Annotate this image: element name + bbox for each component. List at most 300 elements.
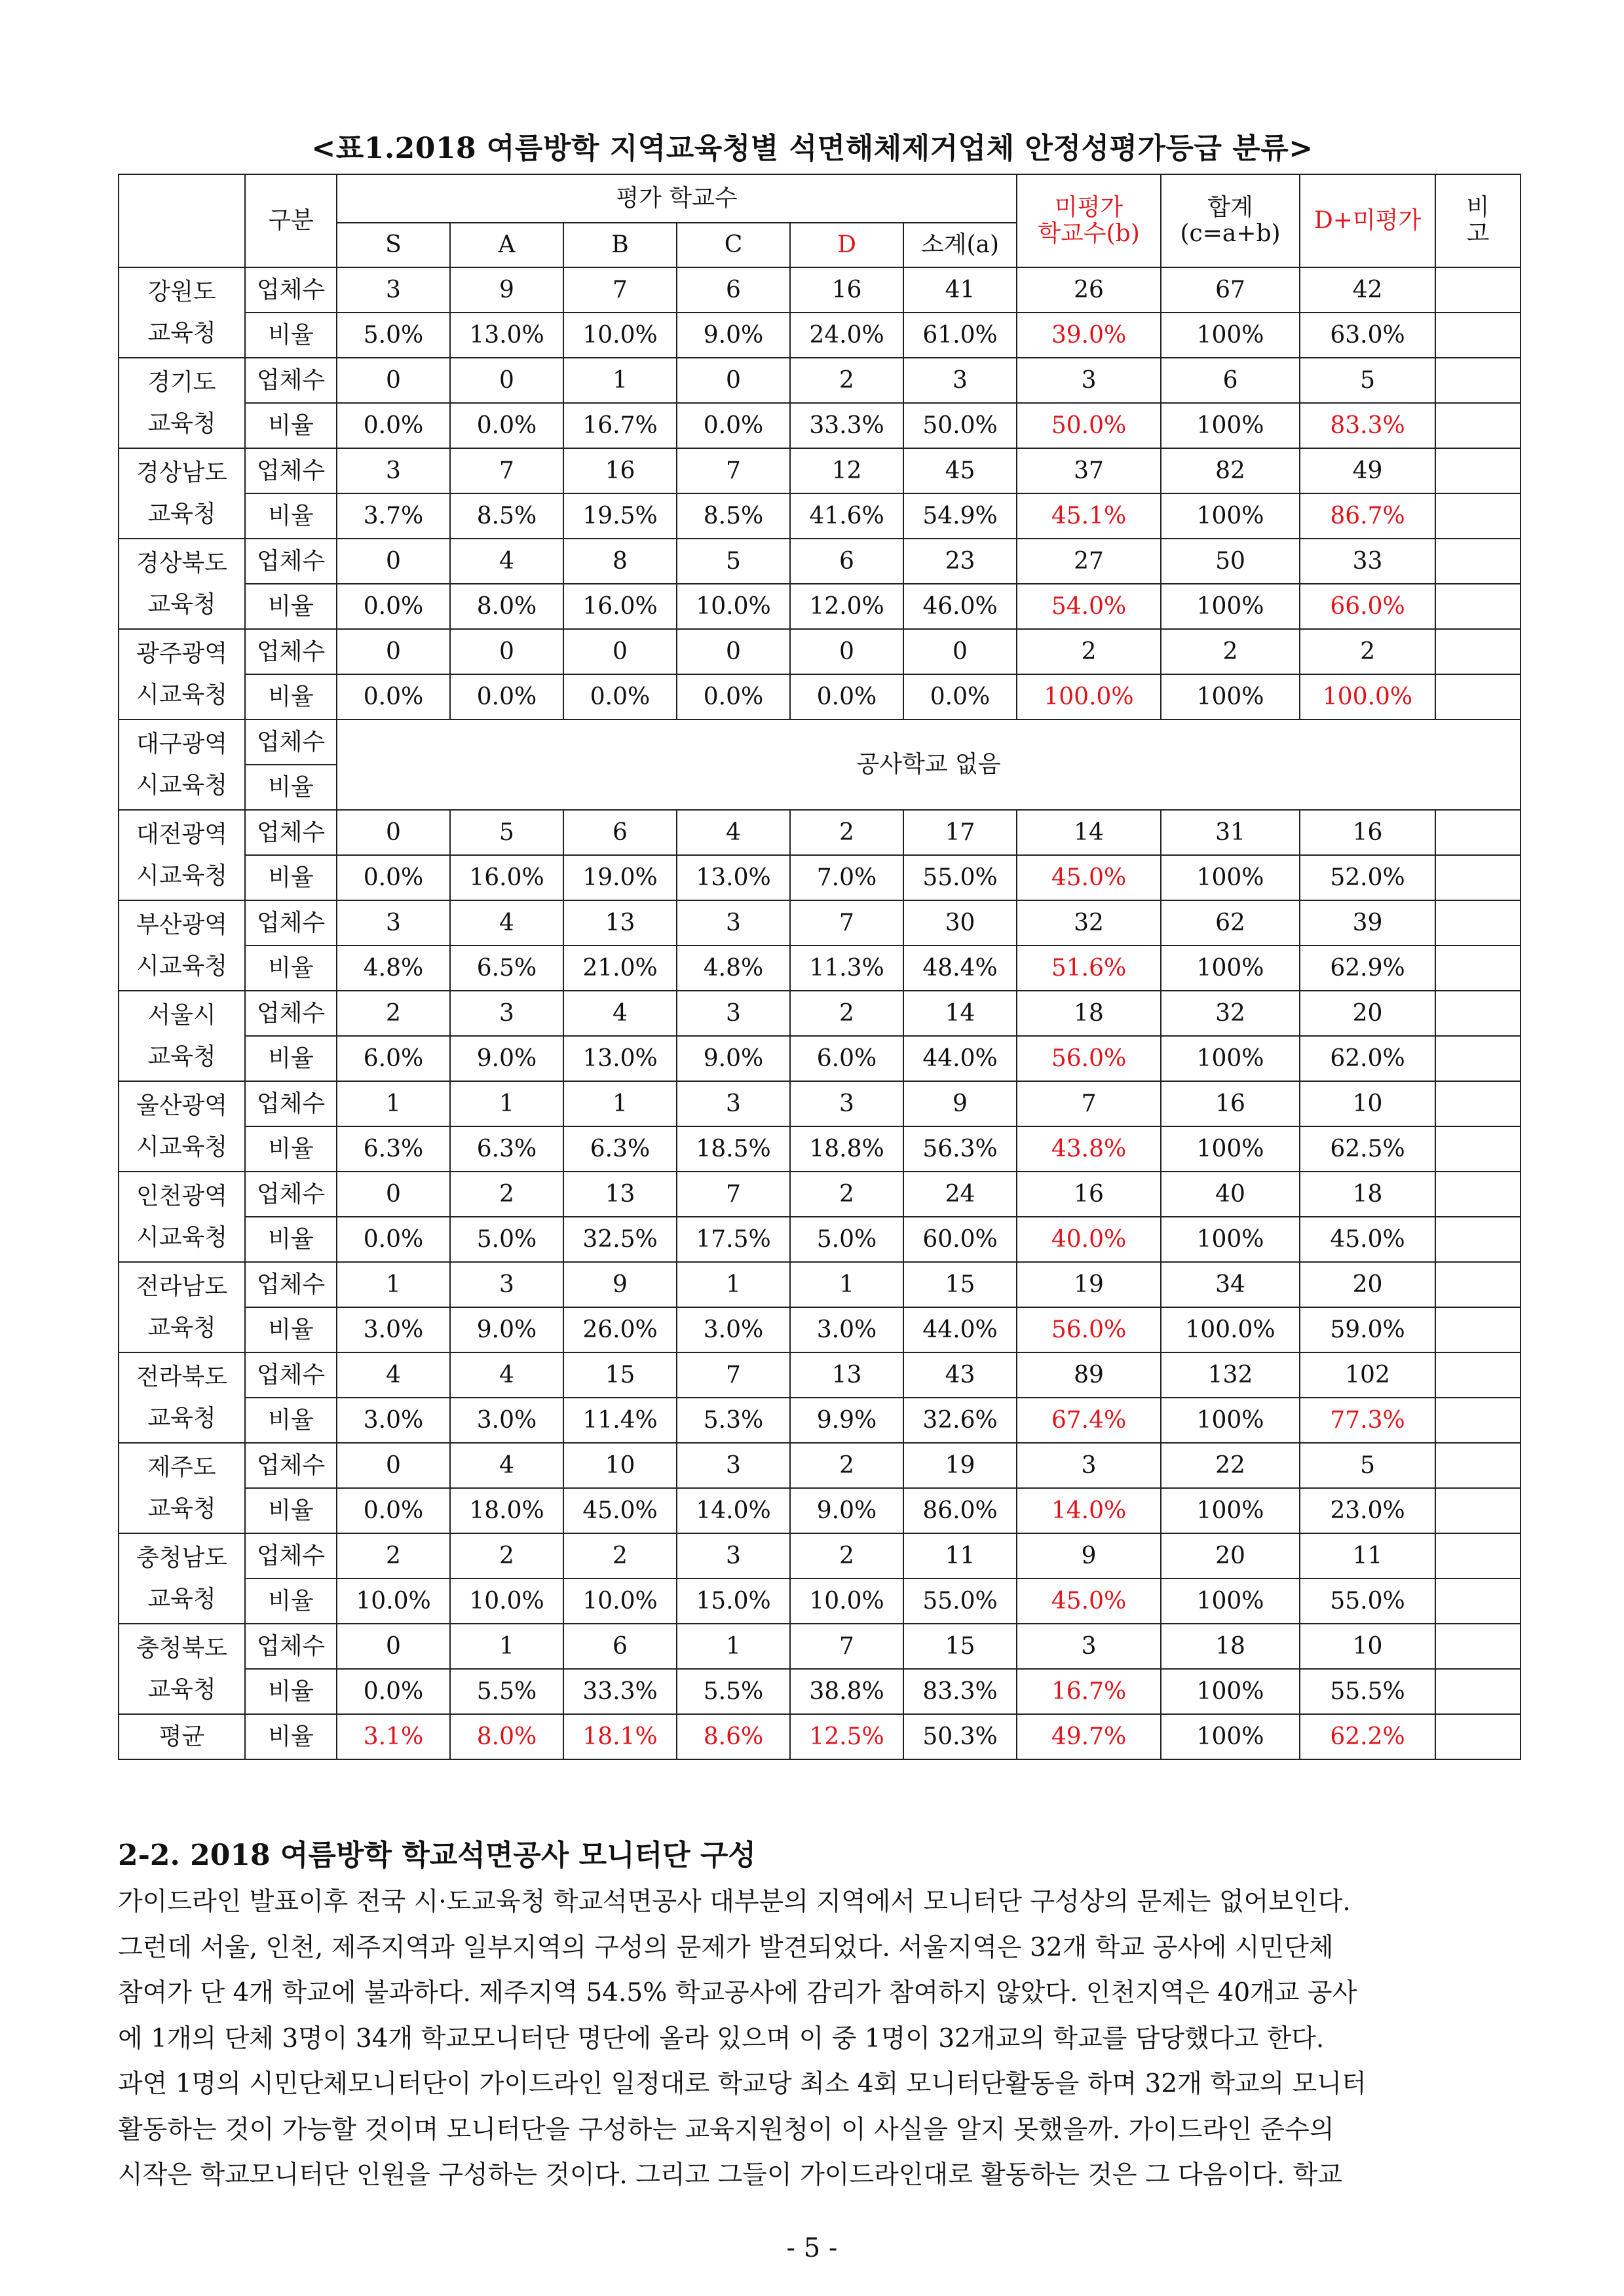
count-cell: 7 [450, 448, 563, 493]
ratio-cell: 16.7% [1017, 1669, 1161, 1714]
count-cell: 13 [563, 1172, 677, 1217]
count-cell: 1 [563, 1081, 677, 1126]
ratio-cell: 56.3% [903, 1126, 1017, 1172]
ratio-cell: 4.8% [337, 946, 450, 991]
count-cell: 32 [1161, 991, 1300, 1036]
count-cell: 6 [1161, 358, 1300, 403]
ratio-cell: 100.0% [1300, 674, 1435, 719]
ratio-cell: 100% [1161, 1036, 1300, 1081]
count-cell: 67 [1161, 267, 1300, 313]
table-row [119, 1036, 1520, 1081]
ratio-cell: 0.0% [337, 403, 450, 448]
row-label-ratio: 비율 [245, 765, 337, 810]
region-name: 울산광역 시교육청 [119, 1081, 245, 1172]
region-name: 경기도 교육청 [119, 358, 245, 448]
count-cell: 6 [790, 539, 903, 584]
ratio-cell: 5.0% [337, 313, 450, 358]
ratio-cell: 100% [1161, 493, 1300, 539]
region-name: 광주광역 시교육청 [119, 629, 245, 719]
ratio-cell: 86.0% [903, 1488, 1017, 1533]
row-label-count: 업체수 [245, 719, 337, 765]
table-row [119, 1578, 1520, 1624]
row-label-count: 업체수 [245, 1262, 337, 1307]
region-name: 대전광역 시교육청 [119, 810, 245, 900]
ratio-cell: 5.5% [450, 1669, 563, 1714]
note-cell [1435, 267, 1520, 313]
ratio-cell: 0.0% [450, 674, 563, 719]
row-label-ratio: 비율 [245, 1036, 337, 1081]
header-eval: 평가 학교수 [337, 174, 1017, 223]
row-label-ratio: 비율 [245, 403, 337, 448]
count-cell: 3 [1017, 1443, 1161, 1488]
count-cell: 4 [450, 1352, 563, 1398]
count-cell: 0 [337, 810, 450, 855]
table-row [119, 719, 1520, 765]
ratio-cell: 13.0% [450, 313, 563, 358]
count-cell: 2 [790, 358, 903, 403]
ratio-cell: 0.0% [337, 1669, 450, 1714]
count-cell: 19 [903, 1443, 1017, 1488]
table-row [119, 991, 1520, 1036]
paragraph-line: 활동하는 것이 가능할 것이며 모니터단을 구성하는 교육지원청이 이 사실을 알지 못했을까. 가이드라인 준수의 [118, 2114, 1334, 2145]
count-cell: 4 [337, 1352, 450, 1398]
count-cell: 20 [1161, 1533, 1300, 1578]
count-cell: 7 [1017, 1081, 1161, 1126]
table-row [119, 1352, 1520, 1398]
ratio-cell: 77.3% [1300, 1398, 1435, 1443]
ratio-cell: 5.3% [677, 1398, 790, 1443]
count-cell: 15 [563, 1352, 677, 1398]
region-name: 제주도 교육청 [119, 1443, 245, 1533]
ratio-cell: 10.0% [450, 1578, 563, 1624]
ratio-cell: 51.6% [1017, 946, 1161, 991]
ratio-cell: 0.0% [337, 1488, 450, 1533]
ratio-cell: 45.0% [563, 1488, 677, 1533]
note-cell [1435, 991, 1520, 1036]
ratio-cell: 0.0% [677, 674, 790, 719]
region-name: 전라남도 교육청 [119, 1262, 245, 1352]
count-cell: 1 [450, 1624, 563, 1669]
row-label-ratio: 비율 [245, 493, 337, 539]
count-cell: 2 [790, 991, 903, 1036]
row-label-count: 업체수 [245, 810, 337, 855]
row-label-count: 업체수 [245, 1081, 337, 1126]
ratio-cell: 52.0% [1300, 855, 1435, 900]
count-cell: 4 [563, 991, 677, 1036]
ratio-cell: 44.0% [903, 1036, 1017, 1081]
count-cell: 1 [337, 1081, 450, 1126]
note-cell [1435, 1398, 1520, 1443]
ratio-cell: 100% [1161, 674, 1300, 719]
count-cell: 0 [337, 1624, 450, 1669]
count-cell: 3 [677, 900, 790, 946]
ratio-cell: 0.0% [903, 674, 1017, 719]
table-row [119, 1307, 1520, 1352]
count-cell: 3 [677, 991, 790, 1036]
ratio-cell: 33.3% [563, 1669, 677, 1714]
header-blank [119, 174, 245, 267]
count-cell: 9 [903, 1081, 1017, 1126]
ratio-cell: 54.9% [903, 493, 1017, 539]
table-header-row-1 [119, 174, 1520, 223]
row-label-ratio: 비율 [245, 1714, 337, 1759]
row-label-ratio: 비율 [245, 946, 337, 991]
count-cell: 3 [337, 267, 450, 313]
count-cell: 2 [563, 1533, 677, 1578]
ratio-cell: 59.0% [1300, 1307, 1435, 1352]
ratio-cell: 6.3% [337, 1126, 450, 1172]
ratio-cell: 23.0% [1300, 1488, 1435, 1533]
count-cell: 1 [563, 358, 677, 403]
header-grade-a: A [450, 223, 563, 267]
ratio-cell: 61.0% [903, 313, 1017, 358]
note-cell [1435, 448, 1520, 493]
count-cell: 41 [903, 267, 1017, 313]
count-cell: 0 [790, 629, 903, 674]
count-cell: 9 [563, 1262, 677, 1307]
ratio-cell: 5.0% [450, 1217, 563, 1262]
ratio-cell: 56.0% [1017, 1307, 1161, 1352]
count-cell: 8 [563, 539, 677, 584]
table-row [119, 1081, 1520, 1126]
count-cell: 3 [337, 900, 450, 946]
ratio-cell: 17.5% [677, 1217, 790, 1262]
ratio-cell: 0.0% [337, 1217, 450, 1262]
paragraph-line: 과연 1명의 시민단체모니터단이 가이드라인 일정대로 학교당 최소 4회 모니터단활동을 하며 32개 학교의 모니터 [118, 2069, 1367, 2099]
ratio-cell: 10.0% [563, 313, 677, 358]
count-cell: 1 [450, 1081, 563, 1126]
no-construction-cell: 공사학교 없음 [337, 719, 1520, 810]
count-cell: 15 [903, 1262, 1017, 1307]
ratio-cell: 6.5% [450, 946, 563, 991]
ratio-cell: 100.0% [1017, 674, 1161, 719]
ratio-cell: 62.0% [1300, 1036, 1435, 1081]
note-cell [1435, 493, 1520, 539]
count-cell: 6 [677, 267, 790, 313]
count-cell: 5 [450, 810, 563, 855]
row-label-ratio: 비율 [245, 674, 337, 719]
ratio-cell: 14.0% [677, 1488, 790, 1533]
note-cell [1435, 1578, 1520, 1624]
count-cell: 89 [1017, 1352, 1161, 1398]
count-cell: 9 [450, 267, 563, 313]
count-cell: 82 [1161, 448, 1300, 493]
region-name: 인천광역 시교육청 [119, 1172, 245, 1262]
ratio-cell: 16.0% [450, 855, 563, 900]
row-label-ratio: 비율 [245, 1578, 337, 1624]
ratio-cell: 13.0% [563, 1036, 677, 1081]
count-cell: 40 [1161, 1172, 1300, 1217]
header-grade-b: B [563, 223, 677, 267]
count-cell: 4 [677, 810, 790, 855]
count-cell: 2 [337, 1533, 450, 1578]
ratio-cell: 5.5% [677, 1669, 790, 1714]
table-row [119, 1262, 1520, 1307]
count-cell: 7 [677, 1352, 790, 1398]
count-cell: 4 [450, 900, 563, 946]
table-row [119, 946, 1520, 991]
ratio-cell: 100% [1161, 584, 1300, 629]
ratio-cell: 39.0% [1017, 313, 1161, 358]
note-cell [1435, 1443, 1520, 1488]
count-cell: 1 [790, 1262, 903, 1307]
note-cell [1435, 1624, 1520, 1669]
region-name: 충청북도 교육청 [119, 1624, 245, 1714]
header-grade-d: D [790, 223, 903, 267]
ratio-cell: 40.0% [1017, 1217, 1161, 1262]
ratio-cell: 3.0% [337, 1307, 450, 1352]
ratio-cell: 100% [1161, 403, 1300, 448]
ratio-cell: 6.0% [337, 1036, 450, 1081]
count-cell: 3 [450, 1262, 563, 1307]
count-cell: 5 [1300, 358, 1435, 403]
table-row [119, 1398, 1520, 1443]
ratio-cell: 100% [1161, 1669, 1300, 1714]
header-grade-s: S [337, 223, 450, 267]
ratio-cell: 3.0% [790, 1307, 903, 1352]
count-cell: 0 [677, 358, 790, 403]
count-cell: 14 [903, 991, 1017, 1036]
ratio-cell: 83.3% [1300, 403, 1435, 448]
row-label-ratio: 비율 [245, 1126, 337, 1172]
ratio-cell: 100% [1161, 313, 1300, 358]
ratio-cell: 9.0% [677, 1036, 790, 1081]
table-row [119, 448, 1520, 493]
count-cell: 50 [1161, 539, 1300, 584]
count-cell: 0 [677, 629, 790, 674]
count-cell: 45 [903, 448, 1017, 493]
count-cell: 16 [790, 267, 903, 313]
note-cell [1435, 539, 1520, 584]
ratio-cell: 55.0% [1300, 1578, 1435, 1624]
count-cell: 2 [450, 1172, 563, 1217]
note-cell [1435, 1669, 1520, 1714]
ratio-cell: 45.0% [1017, 855, 1161, 900]
count-cell: 10 [1300, 1081, 1435, 1126]
ratio-cell: 18.0% [450, 1488, 563, 1533]
table-row [119, 629, 1520, 674]
note-cell [1435, 1126, 1520, 1172]
count-cell: 3 [677, 1081, 790, 1126]
table-row [119, 1172, 1520, 1217]
note-cell [1435, 1352, 1520, 1398]
count-cell: 4 [450, 539, 563, 584]
count-cell: 5 [677, 539, 790, 584]
ratio-cell: 10.0% [790, 1578, 903, 1624]
note-cell [1435, 629, 1520, 674]
row-label-count: 업체수 [245, 900, 337, 946]
ratio-cell: 3.7% [337, 493, 450, 539]
count-cell: 30 [903, 900, 1017, 946]
count-cell: 16 [1161, 1081, 1300, 1126]
average-cell: 18.1% [563, 1714, 677, 1759]
ratio-cell: 18.5% [677, 1126, 790, 1172]
note-cell [1435, 855, 1520, 900]
ratio-cell: 16.0% [563, 584, 677, 629]
ratio-cell: 10.0% [337, 1578, 450, 1624]
ratio-cell: 3.0% [450, 1398, 563, 1443]
count-cell: 7 [790, 1624, 903, 1669]
ratio-cell: 10.0% [677, 584, 790, 629]
header-grade-c: C [677, 223, 790, 267]
count-cell: 26 [1017, 267, 1161, 313]
ratio-cell: 0.0% [677, 403, 790, 448]
table-row [119, 1624, 1520, 1669]
count-cell: 0 [337, 629, 450, 674]
row-label-count: 업체수 [245, 1443, 337, 1488]
ratio-cell: 9.0% [450, 1307, 563, 1352]
header-gubun: 구분 [245, 174, 337, 267]
count-cell: 2 [1300, 629, 1435, 674]
count-cell: 16 [1300, 810, 1435, 855]
ratio-cell: 8.5% [677, 493, 790, 539]
count-cell: 3 [450, 991, 563, 1036]
ratio-cell: 83.3% [903, 1669, 1017, 1714]
region-name: 서울시 교육청 [119, 991, 245, 1081]
count-cell: 39 [1300, 900, 1435, 946]
header-d-plus-unrated: D+미평가 [1300, 174, 1435, 267]
count-cell: 5 [1300, 1443, 1435, 1488]
row-label-count: 업체수 [245, 448, 337, 493]
table-row [119, 1126, 1520, 1172]
section-heading: 2-2. 2018 여름방학 학교석면공사 모니터단 구성 [118, 1839, 756, 1872]
count-cell: 0 [337, 539, 450, 584]
table-row [119, 493, 1520, 539]
count-cell: 7 [677, 1172, 790, 1217]
count-cell: 17 [903, 810, 1017, 855]
paragraph-line: 에 1개의 단체 3명이 34개 학교모니터단 명단에 올라 있으며 이 중 1명이 32개교의 학교를 담당했다고 한다. [118, 2023, 1325, 2054]
count-cell: 2 [790, 1533, 903, 1578]
ratio-cell: 55.5% [1300, 1669, 1435, 1714]
average-cell: 3.1% [337, 1714, 450, 1759]
ratio-cell: 50.0% [1017, 403, 1161, 448]
ratio-cell: 21.0% [563, 946, 677, 991]
ratio-cell: 55.0% [903, 1578, 1017, 1624]
count-cell: 18 [1017, 991, 1161, 1036]
ratio-cell: 6.3% [563, 1126, 677, 1172]
ratio-cell: 56.0% [1017, 1036, 1161, 1081]
ratio-cell: 11.3% [790, 946, 903, 991]
count-cell: 3 [1017, 358, 1161, 403]
average-cell: 8.6% [677, 1714, 790, 1759]
ratio-cell: 41.6% [790, 493, 903, 539]
count-cell: 3 [1017, 1624, 1161, 1669]
count-cell: 18 [1161, 1624, 1300, 1669]
count-cell: 10 [1300, 1624, 1435, 1669]
table-row [119, 674, 1520, 719]
ratio-cell: 3.0% [337, 1398, 450, 1443]
note-cell [1435, 1217, 1520, 1262]
ratio-cell: 10.0% [563, 1578, 677, 1624]
ratio-cell: 19.5% [563, 493, 677, 539]
count-cell: 2 [337, 991, 450, 1036]
ratio-cell: 100% [1161, 946, 1300, 991]
table-row [119, 1533, 1520, 1578]
ratio-cell: 100% [1161, 1217, 1300, 1262]
ratio-cell: 6.0% [790, 1036, 903, 1081]
count-cell: 9 [1017, 1533, 1161, 1578]
count-cell: 31 [1161, 810, 1300, 855]
table-row [119, 810, 1520, 855]
row-label-count: 업체수 [245, 1533, 337, 1578]
row-label-count: 업체수 [245, 539, 337, 584]
ratio-cell: 14.0% [1017, 1488, 1161, 1533]
count-cell: 102 [1300, 1352, 1435, 1398]
ratio-cell: 12.0% [790, 584, 903, 629]
note-cell [1435, 584, 1520, 629]
note-cell [1435, 1036, 1520, 1081]
count-cell: 23 [903, 539, 1017, 584]
paragraph-line: 가이드라인 발표이후 전국 시·도교육청 학교석면공사 대부분의 지역에서 모니터단 구성상의 문제는 없어보인다. [118, 1887, 1351, 1917]
ratio-cell: 0.0% [337, 674, 450, 719]
count-cell: 6 [563, 1624, 677, 1669]
ratio-cell: 33.3% [790, 403, 903, 448]
ratio-cell: 54.0% [1017, 584, 1161, 629]
table-row [119, 1217, 1520, 1262]
row-label-count: 업체수 [245, 1624, 337, 1669]
ratio-cell: 3.0% [677, 1307, 790, 1352]
ratio-cell: 4.8% [677, 946, 790, 991]
count-cell: 3 [677, 1443, 790, 1488]
table-row [119, 267, 1520, 313]
count-cell: 19 [1017, 1262, 1161, 1307]
ratio-cell: 9.0% [677, 313, 790, 358]
count-cell: 1 [677, 1624, 790, 1669]
table-row [119, 358, 1520, 403]
table-row [119, 313, 1520, 358]
ratio-cell: 0.0% [790, 674, 903, 719]
ratio-cell: 9.0% [790, 1488, 903, 1533]
count-cell: 7 [677, 448, 790, 493]
row-label-ratio: 비율 [245, 1488, 337, 1533]
table-row [119, 1488, 1520, 1533]
note-cell [1435, 1307, 1520, 1352]
count-cell: 3 [337, 448, 450, 493]
count-cell: 0 [337, 358, 450, 403]
count-cell: 22 [1161, 1443, 1300, 1488]
ratio-cell: 48.4% [903, 946, 1017, 991]
count-cell: 15 [903, 1624, 1017, 1669]
region-name: 강원도 교육청 [119, 267, 245, 358]
ratio-cell: 100% [1161, 1578, 1300, 1624]
paragraph-line: 그런데 서울, 인천, 제주지역과 일부지역의 구성의 문제가 발견되었다. 서울지역은 32개 학교 공사에 시민단체 [118, 1932, 1334, 1962]
count-cell: 16 [563, 448, 677, 493]
count-cell: 16 [1017, 1172, 1161, 1217]
count-cell: 10 [563, 1443, 677, 1488]
region-name: 대구광역 시교육청 [119, 719, 245, 810]
header-note: 비 고 [1435, 174, 1520, 267]
ratio-cell: 15.0% [677, 1578, 790, 1624]
grade-table [118, 174, 1521, 1760]
average-cell: 12.5% [790, 1714, 903, 1759]
region-name: 경상남도 교육청 [119, 448, 245, 539]
count-cell: 3 [903, 358, 1017, 403]
row-label-count: 업체수 [245, 358, 337, 403]
ratio-cell: 67.4% [1017, 1398, 1161, 1443]
average-cell: 100% [1161, 1714, 1300, 1759]
count-cell: 32 [1017, 900, 1161, 946]
row-label-ratio: 비율 [245, 1307, 337, 1352]
note-cell [1435, 1714, 1520, 1759]
count-cell: 14 [1017, 810, 1161, 855]
header-total: 합계 (c=a+b) [1161, 174, 1300, 267]
count-cell: 0 [337, 1443, 450, 1488]
row-label-count: 업체수 [245, 1352, 337, 1398]
count-cell: 27 [1017, 539, 1161, 584]
ratio-cell: 13.0% [677, 855, 790, 900]
header-unrated: 미평가 학교수(b) [1017, 174, 1161, 267]
row-label-ratio: 비율 [245, 1217, 337, 1262]
